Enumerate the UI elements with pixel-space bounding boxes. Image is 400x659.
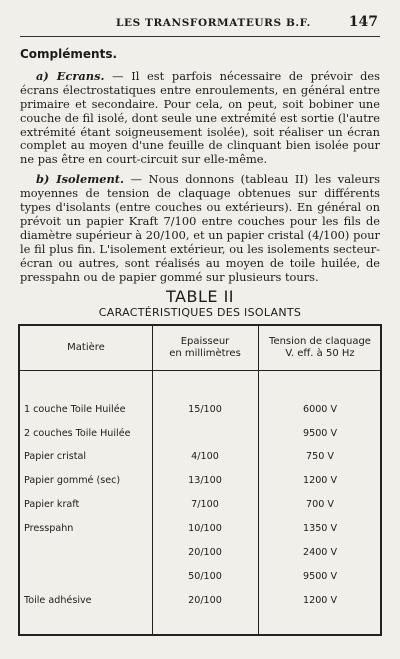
- voltage-cell: 700 V: [306, 499, 334, 510]
- table-row: [20, 424, 382, 446]
- voltage-cell: 9500 V: [302, 571, 338, 582]
- header-thickness-line1: Epaisseur: [180, 336, 230, 347]
- thickness-cell: 20/100: [188, 595, 222, 606]
- table-row: [20, 591, 382, 613]
- voltage-cell: 2400 V: [302, 547, 338, 558]
- voltage-cell: 1200 V: [302, 475, 338, 486]
- paragraph-lead: b) Isolement.: [36, 172, 125, 187]
- paragraph-isolement: [20, 173, 380, 284]
- voltage-cell: 750 V: [306, 451, 334, 462]
- section-title: Compléments.: [20, 47, 118, 61]
- page-number: 147: [348, 14, 378, 30]
- thickness-cell: 10/100: [188, 523, 222, 534]
- header-material: [20, 326, 152, 370]
- material-cell: 2 couches Toile Huilée: [24, 428, 131, 439]
- header-rule: [20, 36, 380, 37]
- thickness-cell: 4/100: [191, 451, 219, 462]
- header-voltage-line1: Tension de claquage: [269, 336, 371, 347]
- paragraph-text: — Nous donnons (tableau II) les valeurs moyennes de tension de claquage obtenues sur différents types d'isolants (entre couches ou extérieurs). En général on prévoit un papier Kraft 7/100 entre couches pour les fils de diamètre supérieur à 20/100, et un papier cristal (4/100) pour le fil plus fin. L'isolement extérieur, ou les isolements secteur-écran ou autres, sont réalisés au moyen de toile huilée, de presspahn ou de papier gommé sur plusieurs tours.: [20, 172, 380, 284]
- material-cell: Papier cristal: [24, 451, 87, 462]
- header-voltage-line2: V. eff. à 50 Hz: [285, 348, 355, 359]
- table-row: [20, 471, 382, 493]
- table-title: TABLE II: [166, 287, 234, 306]
- material-cell: Presspahn: [24, 523, 74, 534]
- paragraph-text: — Il est parfois nécessaire de prévoir des écrans électrostatiques entre enroulements, en général entre primaire et secondaire. Pour cela, on peut, soit bobiner une couche de fil isolé, dont seule une extrémité est sortie (l'autre extrémité étant soigneusement isolée), soit réaliser un écran complet au moyen d'une feuille de clinquant bien isolée pour ne pas être en court-circuit sur elle-même.: [20, 68, 380, 167]
- header-divider: [20, 370, 380, 371]
- thickness-cell: 7/100: [191, 499, 219, 510]
- material-cell: 1 couche Toile Huilée: [24, 404, 126, 415]
- material-cell: Toile adhésive: [24, 595, 92, 606]
- table-row: [20, 519, 382, 541]
- table-row: [20, 400, 382, 422]
- voltage-cell: 9500 V: [302, 428, 338, 439]
- thickness-cell: 15/100: [188, 404, 222, 415]
- voltage-cell: 6000 V: [302, 404, 338, 415]
- running-title: LES TRANSFORMATEURS B.F.: [116, 17, 311, 29]
- voltage-cell: 1200 V: [302, 595, 338, 606]
- thickness-cell: 13/100: [188, 475, 222, 486]
- header-thickness-line2: en millimètres: [169, 348, 241, 359]
- body-text: [20, 48, 380, 291]
- header-material-label: Matière: [67, 342, 105, 353]
- header-thickness: [152, 326, 258, 370]
- table-row: [20, 447, 382, 469]
- table-row: [20, 567, 382, 589]
- thickness-cell: 20/100: [188, 547, 222, 558]
- header-voltage: [258, 326, 382, 370]
- material-cell: Papier kraft: [24, 499, 80, 510]
- table-subtitle: CARACTÉRISTIQUES DES ISOLANTS: [98, 306, 302, 319]
- table-row: [20, 495, 382, 517]
- insulation-table: [18, 324, 382, 636]
- paragraph-ecrans: [20, 70, 380, 167]
- thickness-cell: 50/100: [188, 571, 222, 582]
- running-header: [20, 14, 380, 34]
- material-cell: Papier gommé (sec): [24, 475, 121, 486]
- paragraph-lead: a) Ecrans.: [36, 68, 105, 83]
- voltage-cell: 1350 V: [302, 523, 338, 534]
- table-row: [20, 543, 382, 565]
